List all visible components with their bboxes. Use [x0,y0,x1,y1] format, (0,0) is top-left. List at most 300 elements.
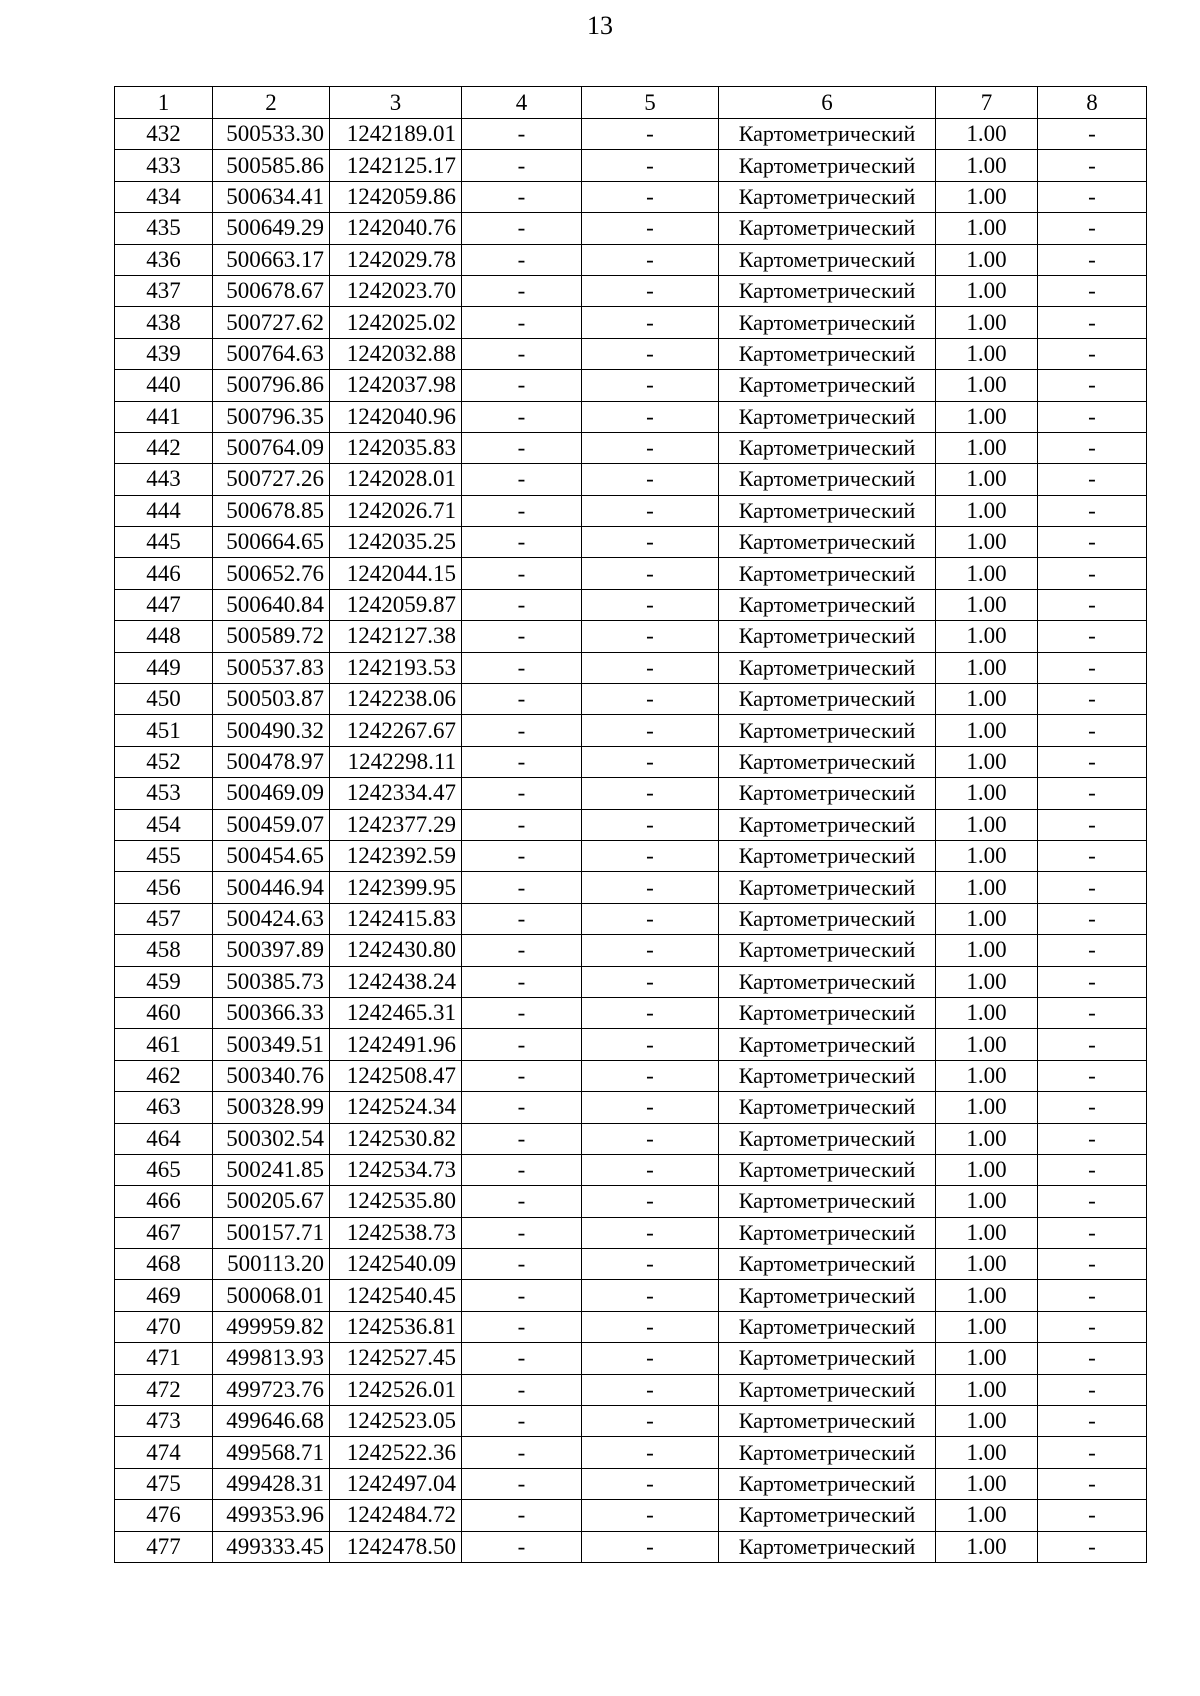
col4-cell: - [462,275,582,306]
x-coordinate-cell: 499353.96 [213,1500,330,1531]
table-row [115,1374,1147,1405]
point-number-cell: 464 [115,1123,213,1154]
method-cell: Картометрический [719,1374,936,1405]
y-coordinate-cell: 1242497.04 [330,1468,462,1499]
method-cell: Картометрический [719,181,936,212]
x-coordinate-cell: 500764.63 [213,338,330,369]
point-number-cell: 471 [115,1343,213,1374]
col5-cell: - [582,432,719,463]
col5-cell: - [582,213,719,244]
point-number-cell: 437 [115,275,213,306]
table-row [115,1249,1147,1280]
table-row [115,1406,1147,1437]
column-header: 4 [462,87,582,119]
y-coordinate-cell: 1242334.47 [330,778,462,809]
col4-cell: - [462,527,582,558]
table-row [115,872,1147,903]
col5-cell: - [582,244,719,275]
table-row [115,181,1147,212]
col8-cell: - [1038,181,1147,212]
col4-cell: - [462,495,582,526]
accuracy-cell: 1.00 [936,432,1038,463]
accuracy-cell: 1.00 [936,589,1038,620]
col4-cell: - [462,872,582,903]
col5-cell: - [582,1060,719,1091]
col8-cell: - [1038,872,1147,903]
x-coordinate-cell: 500663.17 [213,244,330,275]
col8-cell: - [1038,684,1147,715]
col4-cell: - [462,746,582,777]
y-coordinate-cell: 1242399.95 [330,872,462,903]
y-coordinate-cell: 1242527.45 [330,1343,462,1374]
y-coordinate-cell: 1242523.05 [330,1406,462,1437]
col8-cell: - [1038,1374,1147,1405]
x-coordinate-cell: 500678.85 [213,495,330,526]
method-cell: Картометрический [719,1280,936,1311]
x-coordinate-cell: 500205.67 [213,1186,330,1217]
table-row [115,244,1147,275]
accuracy-cell: 1.00 [936,1280,1038,1311]
col5-cell: - [582,558,719,589]
method-cell: Картометрический [719,495,936,526]
method-cell: Картометрический [719,119,936,150]
accuracy-cell: 1.00 [936,119,1038,150]
table-row [115,589,1147,620]
point-number-cell: 447 [115,589,213,620]
x-coordinate-cell: 500537.83 [213,652,330,683]
col8-cell: - [1038,495,1147,526]
col8-cell: - [1038,1343,1147,1374]
method-cell: Картометрический [719,1092,936,1123]
point-number-cell: 455 [115,840,213,871]
col8-cell: - [1038,903,1147,934]
x-coordinate-cell: 499959.82 [213,1311,330,1342]
point-number-cell: 432 [115,119,213,150]
col5-cell: - [582,1029,719,1060]
accuracy-cell: 1.00 [936,181,1038,212]
x-coordinate-cell: 500490.32 [213,715,330,746]
accuracy-cell: 1.00 [936,527,1038,558]
method-cell: Картометрический [719,1500,936,1531]
y-coordinate-cell: 1242524.34 [330,1092,462,1123]
method-cell: Картометрический [719,1311,936,1342]
x-coordinate-cell: 500469.09 [213,778,330,809]
col4-cell: - [462,401,582,432]
method-cell: Картометрический [719,1154,936,1185]
accuracy-cell: 1.00 [936,1123,1038,1154]
point-number-cell: 474 [115,1437,213,1468]
accuracy-cell: 1.00 [936,621,1038,652]
accuracy-cell: 1.00 [936,150,1038,181]
point-number-cell: 433 [115,150,213,181]
x-coordinate-cell: 500385.73 [213,966,330,997]
col4-cell: - [462,903,582,934]
col8-cell: - [1038,1186,1147,1217]
col5-cell: - [582,495,719,526]
col5-cell: - [582,997,719,1028]
table-row [115,809,1147,840]
y-coordinate-cell: 1242478.50 [330,1531,462,1562]
col4-cell: - [462,997,582,1028]
col4-cell: - [462,1468,582,1499]
method-cell: Картометрический [719,903,936,934]
col5-cell: - [582,370,719,401]
method-cell: Картометрический [719,338,936,369]
accuracy-cell: 1.00 [936,652,1038,683]
x-coordinate-cell: 500678.67 [213,275,330,306]
col8-cell: - [1038,464,1147,495]
point-number-cell: 451 [115,715,213,746]
method-cell: Картометрический [719,527,936,558]
accuracy-cell: 1.00 [936,809,1038,840]
x-coordinate-cell: 499813.93 [213,1343,330,1374]
method-cell: Картометрический [719,370,936,401]
col5-cell: - [582,1343,719,1374]
point-number-cell: 459 [115,966,213,997]
col8-cell: - [1038,119,1147,150]
method-cell: Картометрический [719,1186,936,1217]
method-cell: Картометрический [719,432,936,463]
method-cell: Картометрический [719,935,936,966]
x-coordinate-cell: 500454.65 [213,840,330,871]
x-coordinate-cell: 500664.65 [213,527,330,558]
table-row [115,1217,1147,1248]
col4-cell: - [462,809,582,840]
table-row [115,1060,1147,1091]
method-cell: Картометрический [719,307,936,338]
y-coordinate-cell: 1242040.96 [330,401,462,432]
table-row [115,370,1147,401]
accuracy-cell: 1.00 [936,1374,1038,1405]
accuracy-cell: 1.00 [936,935,1038,966]
col8-cell: - [1038,370,1147,401]
method-cell: Картометрический [719,244,936,275]
x-coordinate-cell: 500503.87 [213,684,330,715]
col5-cell: - [582,1280,719,1311]
point-number-cell: 435 [115,213,213,244]
col8-cell: - [1038,1437,1147,1468]
col8-cell: - [1038,715,1147,746]
col4-cell: - [462,840,582,871]
method-cell: Картометрический [719,150,936,181]
point-number-cell: 452 [115,746,213,777]
y-coordinate-cell: 1242189.01 [330,119,462,150]
col5-cell: - [582,1500,719,1531]
col8-cell: - [1038,275,1147,306]
accuracy-cell: 1.00 [936,1406,1038,1437]
x-coordinate-cell: 500302.54 [213,1123,330,1154]
point-number-cell: 462 [115,1060,213,1091]
col8-cell: - [1038,840,1147,871]
method-cell: Картометрический [719,1468,936,1499]
method-cell: Картометрический [719,872,936,903]
col5-cell: - [582,1311,719,1342]
y-coordinate-cell: 1242526.01 [330,1374,462,1405]
method-cell: Картометрический [719,1060,936,1091]
col4-cell: - [462,1437,582,1468]
y-coordinate-cell: 1242037.98 [330,370,462,401]
method-cell: Картометрический [719,809,936,840]
table-row [115,966,1147,997]
y-coordinate-cell: 1242508.47 [330,1060,462,1091]
col5-cell: - [582,715,719,746]
col8-cell: - [1038,778,1147,809]
point-number-cell: 440 [115,370,213,401]
point-number-cell: 476 [115,1500,213,1531]
col5-cell: - [582,338,719,369]
accuracy-cell: 1.00 [936,370,1038,401]
col4-cell: - [462,778,582,809]
x-coordinate-cell: 500459.07 [213,809,330,840]
accuracy-cell: 1.00 [936,1311,1038,1342]
x-coordinate-cell: 500157.71 [213,1217,330,1248]
col4-cell: - [462,1217,582,1248]
y-coordinate-cell: 1242035.83 [330,432,462,463]
method-cell: Картометрический [719,213,936,244]
coordinates-table [114,86,1147,1563]
accuracy-cell: 1.00 [936,244,1038,275]
point-number-cell: 450 [115,684,213,715]
col4-cell: - [462,558,582,589]
col8-cell: - [1038,621,1147,652]
point-number-cell: 438 [115,307,213,338]
method-cell: Картометрический [719,464,936,495]
point-number-cell: 473 [115,1406,213,1437]
point-number-cell: 465 [115,1154,213,1185]
col8-cell: - [1038,746,1147,777]
accuracy-cell: 1.00 [936,746,1038,777]
x-coordinate-cell: 499428.31 [213,1468,330,1499]
table-row [115,275,1147,306]
col4-cell: - [462,966,582,997]
col4-cell: - [462,715,582,746]
col8-cell: - [1038,1500,1147,1531]
col5-cell: - [582,935,719,966]
col4-cell: - [462,307,582,338]
y-coordinate-cell: 1242438.24 [330,966,462,997]
y-coordinate-cell: 1242535.80 [330,1186,462,1217]
y-coordinate-cell: 1242522.36 [330,1437,462,1468]
col4-cell: - [462,1311,582,1342]
col8-cell: - [1038,809,1147,840]
col8-cell: - [1038,244,1147,275]
point-number-cell: 467 [115,1217,213,1248]
col4-cell: - [462,244,582,275]
table-row [115,746,1147,777]
method-cell: Картометрический [719,1123,936,1154]
method-cell: Картометрический [719,1343,936,1374]
point-number-cell: 453 [115,778,213,809]
accuracy-cell: 1.00 [936,275,1038,306]
accuracy-cell: 1.00 [936,997,1038,1028]
y-coordinate-cell: 1242540.45 [330,1280,462,1311]
x-coordinate-cell: 500349.51 [213,1029,330,1060]
table-row [115,464,1147,495]
x-coordinate-cell: 500366.33 [213,997,330,1028]
col5-cell: - [582,1406,719,1437]
col4-cell: - [462,1186,582,1217]
col5-cell: - [582,684,719,715]
table-row [115,840,1147,871]
col4-cell: - [462,1154,582,1185]
table-row [115,558,1147,589]
y-coordinate-cell: 1242530.82 [330,1123,462,1154]
x-coordinate-cell: 500796.86 [213,370,330,401]
point-number-cell: 461 [115,1029,213,1060]
col5-cell: - [582,1374,719,1405]
col5-cell: - [582,589,719,620]
col4-cell: - [462,119,582,150]
col8-cell: - [1038,150,1147,181]
y-coordinate-cell: 1242029.78 [330,244,462,275]
col5-cell: - [582,527,719,558]
column-header: 1 [115,87,213,119]
col5-cell: - [582,119,719,150]
table-row [115,778,1147,809]
accuracy-cell: 1.00 [936,1186,1038,1217]
col8-cell: - [1038,1468,1147,1499]
col4-cell: - [462,181,582,212]
point-number-cell: 439 [115,338,213,369]
col4-cell: - [462,621,582,652]
col5-cell: - [582,464,719,495]
col5-cell: - [582,652,719,683]
accuracy-cell: 1.00 [936,338,1038,369]
y-coordinate-cell: 1242534.73 [330,1154,462,1185]
col8-cell: - [1038,401,1147,432]
col8-cell: - [1038,432,1147,463]
col8-cell: - [1038,1249,1147,1280]
col4-cell: - [462,684,582,715]
accuracy-cell: 1.00 [936,903,1038,934]
table-row [115,338,1147,369]
col4-cell: - [462,1123,582,1154]
point-number-cell: 466 [115,1186,213,1217]
col4-cell: - [462,652,582,683]
accuracy-cell: 1.00 [936,1343,1038,1374]
col5-cell: - [582,840,719,871]
y-coordinate-cell: 1242127.38 [330,621,462,652]
col8-cell: - [1038,1123,1147,1154]
accuracy-cell: 1.00 [936,778,1038,809]
accuracy-cell: 1.00 [936,684,1038,715]
x-coordinate-cell: 500796.35 [213,401,330,432]
col8-cell: - [1038,213,1147,244]
y-coordinate-cell: 1242377.29 [330,809,462,840]
col8-cell: - [1038,338,1147,369]
point-number-cell: 456 [115,872,213,903]
y-coordinate-cell: 1242298.11 [330,746,462,777]
col8-cell: - [1038,1311,1147,1342]
x-coordinate-cell: 500727.62 [213,307,330,338]
col8-cell: - [1038,935,1147,966]
y-coordinate-cell: 1242538.73 [330,1217,462,1248]
col8-cell: - [1038,1154,1147,1185]
method-cell: Картометрический [719,558,936,589]
col4-cell: - [462,1060,582,1091]
y-coordinate-cell: 1242415.83 [330,903,462,934]
col5-cell: - [582,1217,719,1248]
point-number-cell: 446 [115,558,213,589]
col5-cell: - [582,903,719,934]
point-number-cell: 434 [115,181,213,212]
point-number-cell: 443 [115,464,213,495]
y-coordinate-cell: 1242536.81 [330,1311,462,1342]
point-number-cell: 436 [115,244,213,275]
col4-cell: - [462,432,582,463]
accuracy-cell: 1.00 [936,1154,1038,1185]
table-row [115,1343,1147,1374]
y-coordinate-cell: 1242465.31 [330,997,462,1028]
method-cell: Картометрический [719,275,936,306]
col4-cell: - [462,589,582,620]
point-number-cell: 454 [115,809,213,840]
point-number-cell: 468 [115,1249,213,1280]
table-row [115,903,1147,934]
y-coordinate-cell: 1242193.53 [330,652,462,683]
y-coordinate-cell: 1242491.96 [330,1029,462,1060]
col4-cell: - [462,1249,582,1280]
method-cell: Картометрический [719,715,936,746]
page-number: 13 [587,11,613,40]
y-coordinate-cell: 1242238.06 [330,684,462,715]
x-coordinate-cell: 500634.41 [213,181,330,212]
table-row [115,1468,1147,1499]
column-header: 7 [936,87,1038,119]
y-coordinate-cell: 1242023.70 [330,275,462,306]
col4-cell: - [462,1280,582,1311]
method-cell: Картометрический [719,589,936,620]
col5-cell: - [582,1186,719,1217]
col8-cell: - [1038,652,1147,683]
x-coordinate-cell: 500068.01 [213,1280,330,1311]
table-row [115,1123,1147,1154]
point-number-cell: 448 [115,621,213,652]
y-coordinate-cell: 1242040.76 [330,213,462,244]
table-row [115,119,1147,150]
y-coordinate-cell: 1242484.72 [330,1500,462,1531]
y-coordinate-cell: 1242032.88 [330,338,462,369]
point-number-cell: 449 [115,652,213,683]
y-coordinate-cell: 1242059.86 [330,181,462,212]
method-cell: Картометрический [719,840,936,871]
table-row [115,715,1147,746]
x-coordinate-cell: 500397.89 [213,935,330,966]
accuracy-cell: 1.00 [936,966,1038,997]
accuracy-cell: 1.00 [936,872,1038,903]
col8-cell: - [1038,1531,1147,1562]
x-coordinate-cell: 499646.68 [213,1406,330,1437]
y-coordinate-cell: 1242059.87 [330,589,462,620]
x-coordinate-cell: 499333.45 [213,1531,330,1562]
method-cell: Картометрический [719,652,936,683]
y-coordinate-cell: 1242035.25 [330,527,462,558]
col5-cell: - [582,1123,719,1154]
accuracy-cell: 1.00 [936,1060,1038,1091]
table-row [115,432,1147,463]
x-coordinate-cell: 500340.76 [213,1060,330,1091]
y-coordinate-cell: 1242392.59 [330,840,462,871]
col8-cell: - [1038,527,1147,558]
table-row [115,150,1147,181]
col5-cell: - [582,1531,719,1562]
col5-cell: - [582,1092,719,1123]
table-row [115,1280,1147,1311]
x-coordinate-cell: 500649.29 [213,213,330,244]
y-coordinate-cell: 1242025.02 [330,307,462,338]
table-row [115,1437,1147,1468]
accuracy-cell: 1.00 [936,307,1038,338]
